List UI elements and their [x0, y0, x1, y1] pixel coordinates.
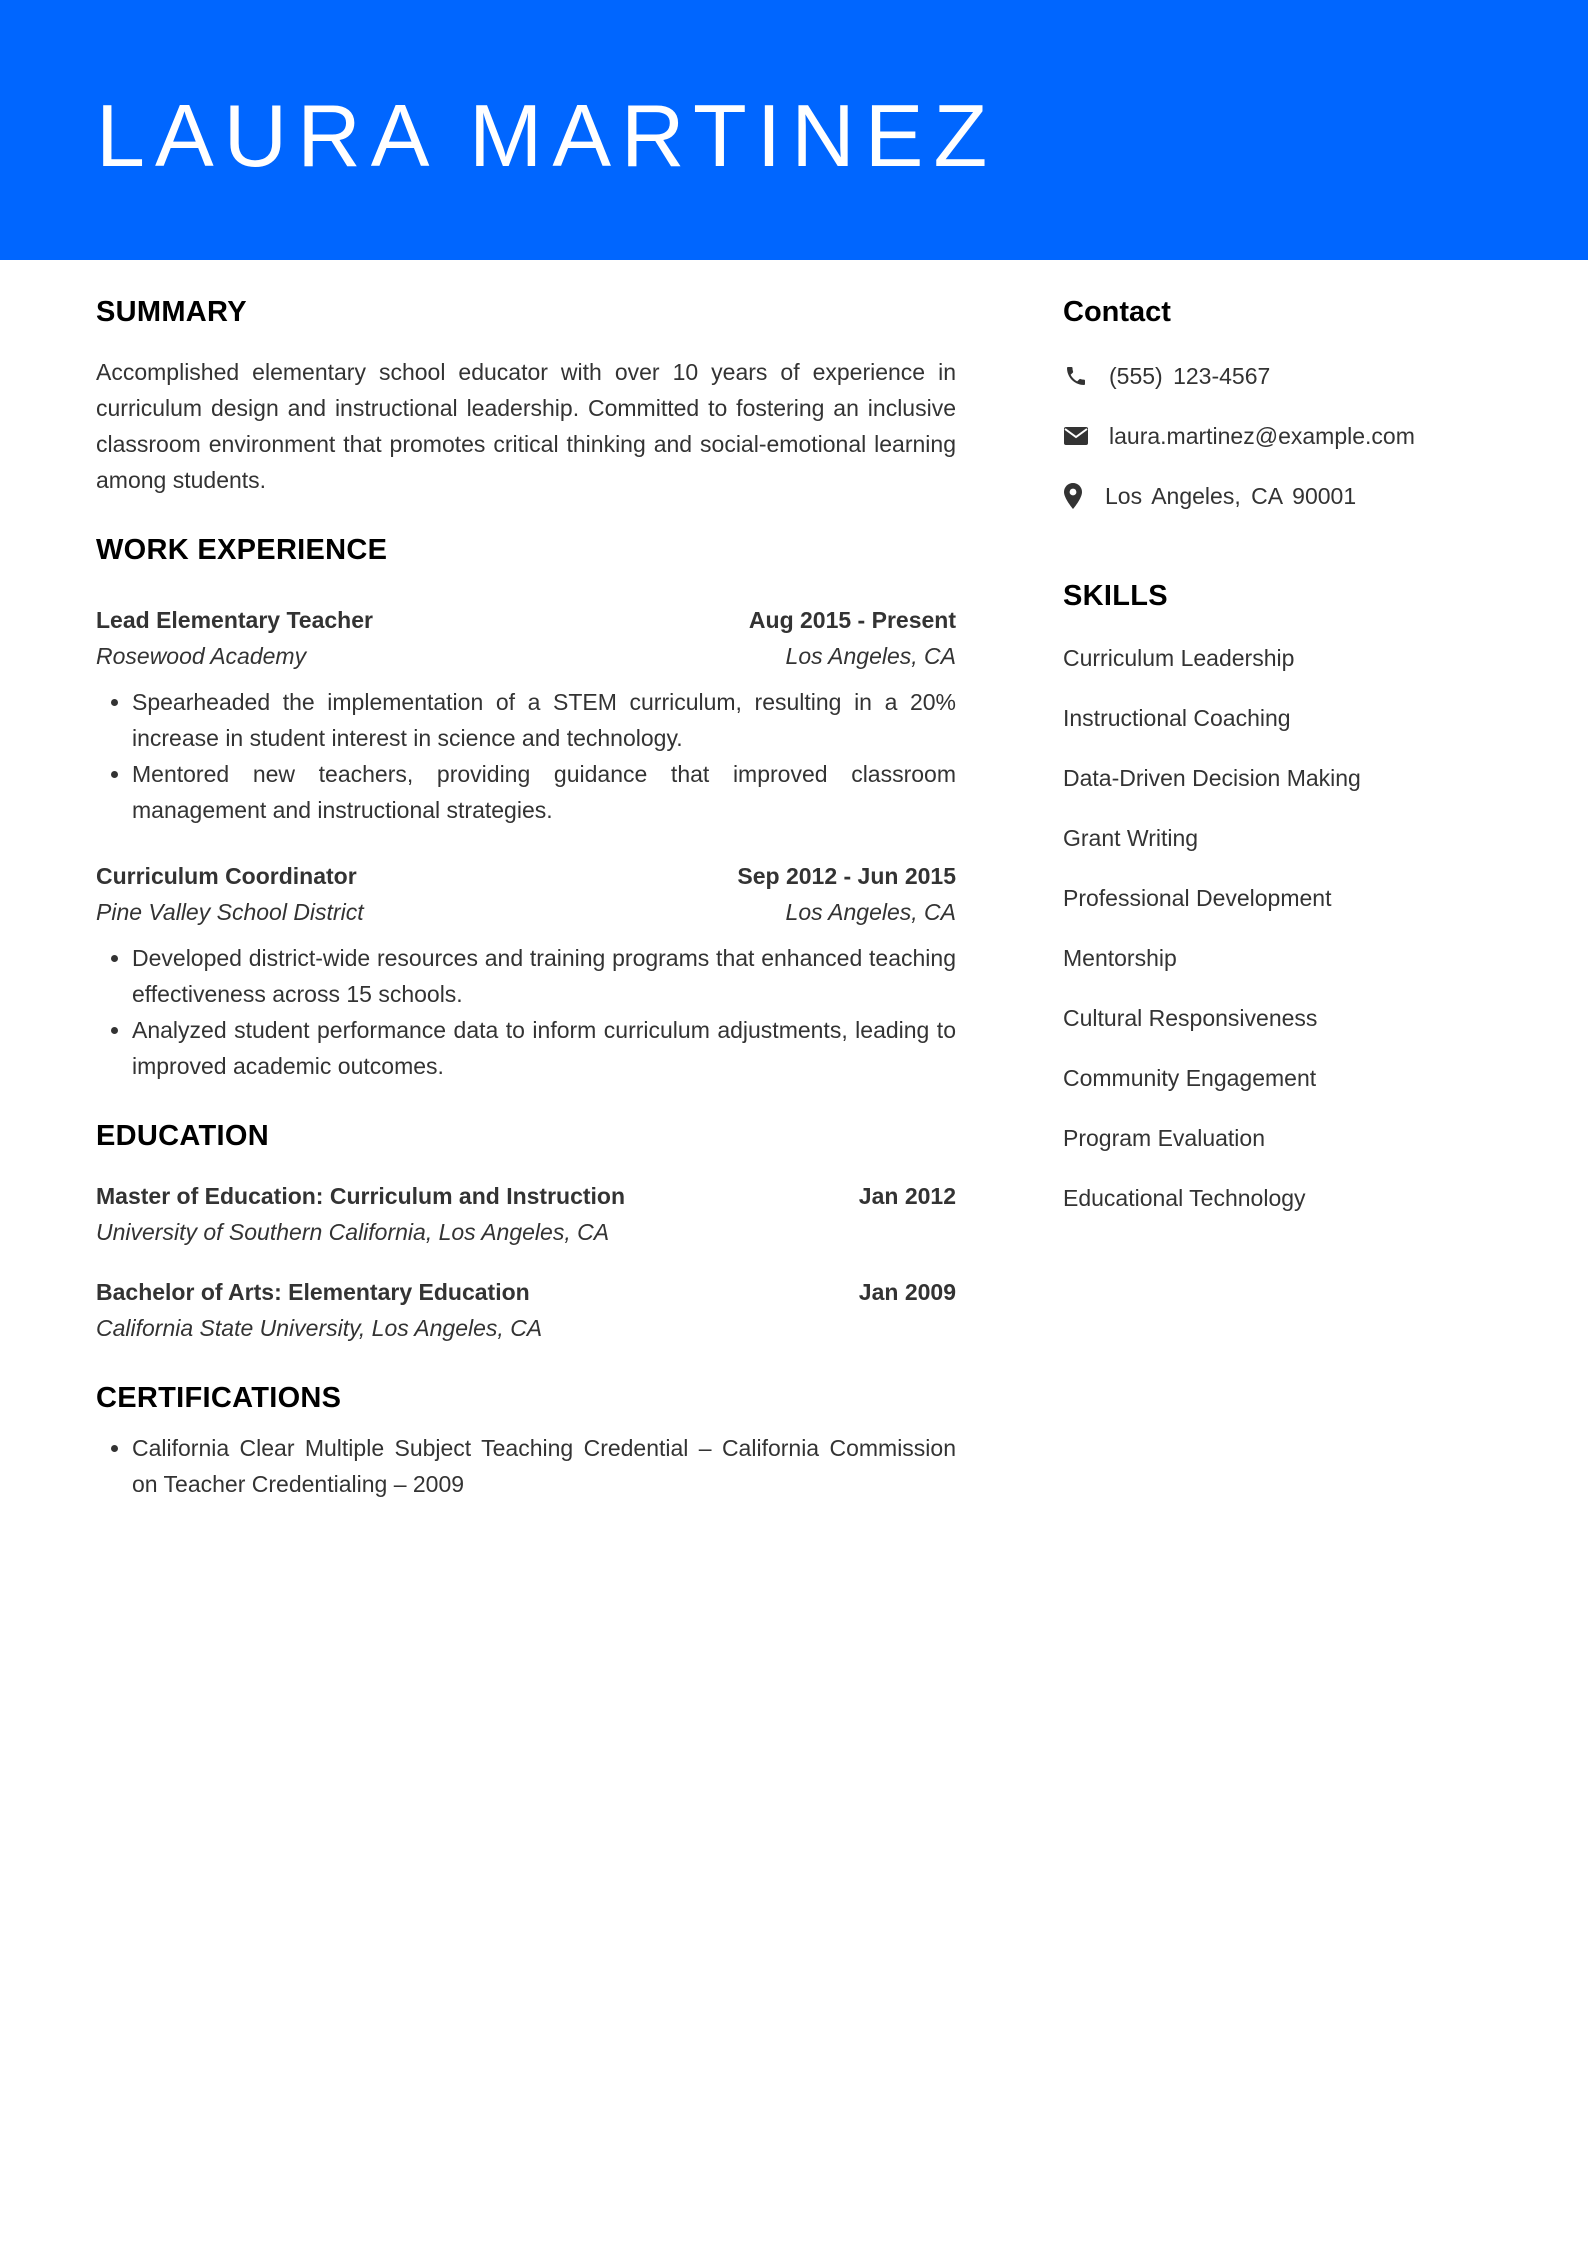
job-title: Lead Elementary Teacher	[96, 607, 373, 633]
skill-item: Mentorship	[1063, 945, 1177, 971]
contact-location	[1063, 478, 1523, 514]
work-experience-section	[96, 528, 956, 1084]
main-column	[96, 290, 956, 1502]
job-bullet: • Analyzed student performance data to inform curriculum adjustments, leading to improved academic outcomes.	[132, 1012, 956, 1084]
job-organization: Pine Valley School District	[96, 899, 364, 925]
job-title: Curriculum Coordinator	[96, 863, 357, 889]
job-entry	[96, 858, 956, 1084]
summary-section	[96, 290, 956, 498]
degree-date: Jan 2009	[858, 1279, 956, 1305]
location-text: Los Angeles, CA 90001	[1105, 483, 1357, 509]
job-bullets	[96, 940, 956, 1084]
certifications-list	[96, 1430, 956, 1502]
degree-title: Bachelor of Arts: Elementary Education	[96, 1279, 530, 1305]
job-dates: Sep 2012 - Jun 2015	[737, 863, 956, 889]
header-banner	[0, 0, 1588, 260]
phone-icon	[1063, 363, 1089, 389]
degree-date: Jan 2012	[858, 1183, 956, 1209]
candidate-name: LAURA MARTINEZ	[96, 86, 998, 185]
job-organization: Rosewood Academy	[96, 643, 307, 669]
school-name: University of Southern California, Los Angeles, CA	[96, 1219, 610, 1245]
skill-item: Community Engagement	[1063, 1065, 1317, 1091]
job-location: Los Angeles, CA	[785, 899, 956, 925]
education-entry	[96, 1274, 956, 1346]
job-location: Los Angeles, CA	[785, 643, 956, 669]
work-experience-heading: WORK EXPERIENCE	[96, 534, 388, 566]
skill-item: Professional Development	[1063, 885, 1332, 911]
envelope-icon	[1063, 423, 1089, 449]
email-address: laura.martinez@example.com	[1109, 423, 1415, 449]
education-heading: EDUCATION	[96, 1120, 269, 1152]
job-dates: Aug 2015 - Present	[748, 607, 956, 633]
certification-item: • California Clear Multiple Subject Teaching Credential – California Commission on Teacher Credentialing – 2009	[132, 1430, 956, 1502]
education-entry	[96, 1178, 956, 1250]
certifications-section	[96, 1376, 956, 1502]
phone-number: (555) 123-4567	[1109, 363, 1271, 389]
contact-phone	[1063, 358, 1523, 394]
school-name: California State University, Los Angeles, CA	[96, 1315, 543, 1341]
skill-item: Educational Technology	[1063, 1185, 1306, 1211]
job-bullet: • Spearheaded the implementation of a STEM curriculum, resulting in a 20% increase in student interest in science and technology.	[132, 684, 956, 756]
skills-heading: SKILLS	[1063, 580, 1168, 612]
summary-text: Accomplished elementary school educator with over 10 years of experience in curriculum design and instructional leadership. Committed to fostering an inclusive classroom environment that promotes critical thinking and social-emotional learning among students.	[96, 359, 956, 493]
contact-email	[1063, 418, 1523, 454]
skill-item: Grant Writing	[1063, 825, 1199, 851]
degree-title: Master of Education: Curriculum and Instruction	[96, 1183, 626, 1209]
job-bullet: • Developed district-wide resources and training programs that enhanced teaching effectiveness across 15 schools.	[132, 940, 956, 1012]
sidebar-column	[1063, 290, 1523, 1216]
job-entry	[96, 602, 956, 828]
job-bullet: • Mentored new teachers, providing guidance that improved classroom management and instructional strategies.	[132, 756, 956, 828]
summary-heading: SUMMARY	[96, 296, 247, 328]
contact-section	[1063, 290, 1523, 514]
skills-section	[1063, 574, 1523, 1216]
skill-item: Instructional Coaching	[1063, 705, 1291, 731]
certifications-heading: CERTIFICATIONS	[96, 1382, 342, 1414]
skill-item: Data-Driven Decision Making	[1063, 765, 1361, 791]
skill-item: Curriculum Leadership	[1063, 645, 1295, 671]
job-bullets	[96, 684, 956, 828]
skill-item: Program Evaluation	[1063, 1125, 1265, 1151]
skill-item: Cultural Responsiveness	[1063, 1005, 1318, 1031]
contact-heading: Contact	[1063, 296, 1171, 328]
education-section	[96, 1114, 956, 1346]
map-pin-icon	[1063, 483, 1083, 509]
